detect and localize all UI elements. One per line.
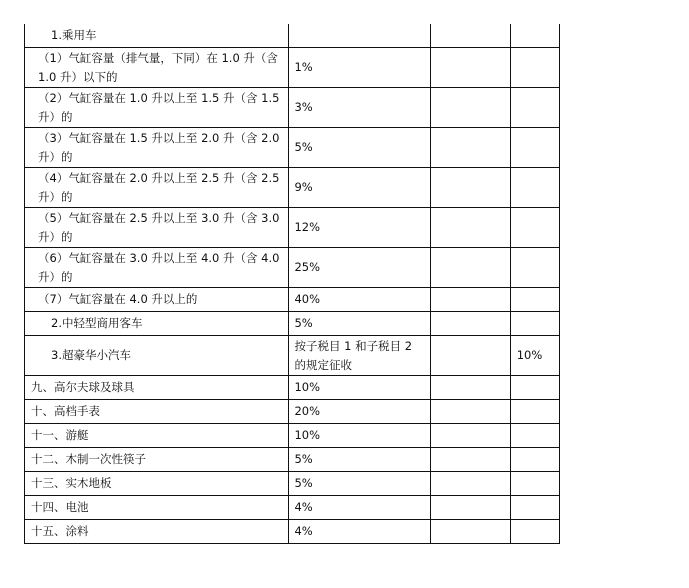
item-cell: 十五、涂料 bbox=[25, 520, 289, 544]
item-cell: （6）气缸容量在 3.0 升以上至 4.0 升（含 4.0 升）的 bbox=[25, 248, 289, 288]
column-4-cell bbox=[510, 288, 559, 312]
rate-cell: 5% bbox=[289, 472, 431, 496]
rate-cell: 3% bbox=[289, 88, 431, 128]
rate-cell: 5% bbox=[289, 312, 431, 336]
table-row bbox=[25, 496, 560, 520]
rate-cell: 25% bbox=[289, 248, 431, 288]
column-3-cell bbox=[431, 376, 510, 400]
rate-cell: 5% bbox=[289, 448, 431, 472]
column-3-cell bbox=[431, 48, 510, 88]
rate-cell: 40% bbox=[289, 288, 431, 312]
item-cell: 十三、实木地板 bbox=[25, 472, 289, 496]
item-cell: 2.中轻型商用客车 bbox=[25, 312, 289, 336]
rate-cell: 5% bbox=[289, 128, 431, 168]
column-4-cell bbox=[510, 520, 559, 544]
column-3-cell bbox=[431, 88, 510, 128]
table-row bbox=[25, 48, 560, 88]
table-row bbox=[25, 288, 560, 312]
table-row bbox=[25, 448, 560, 472]
rate-cell bbox=[289, 24, 431, 48]
column-3-cell bbox=[431, 472, 510, 496]
column-4-cell bbox=[510, 376, 559, 400]
rate-cell: 1% bbox=[289, 48, 431, 88]
item-cell: 十一、游艇 bbox=[25, 424, 289, 448]
table-row bbox=[25, 336, 560, 376]
column-3-cell bbox=[431, 248, 510, 288]
column-4-cell: 10% bbox=[510, 336, 559, 376]
table-row bbox=[25, 128, 560, 168]
column-4-cell bbox=[510, 128, 559, 168]
item-cell: （3）气缸容量在 1.5 升以上至 2.0 升（含 2.0 升）的 bbox=[25, 128, 289, 168]
rate-cell: 4% bbox=[289, 520, 431, 544]
column-4-cell bbox=[510, 400, 559, 424]
table-row bbox=[25, 168, 560, 208]
column-3-cell bbox=[431, 208, 510, 248]
tax-rate-table-body bbox=[25, 24, 560, 544]
column-3-cell bbox=[431, 520, 510, 544]
item-cell: 九、高尔夫球及球具 bbox=[25, 376, 289, 400]
column-3-cell bbox=[431, 336, 510, 376]
column-3-cell bbox=[431, 496, 510, 520]
column-4-cell bbox=[510, 208, 559, 248]
column-4-cell bbox=[510, 312, 559, 336]
rate-cell: 20% bbox=[289, 400, 431, 424]
item-cell: 1.乘用车 bbox=[25, 24, 289, 48]
item-cell: （2）气缸容量在 1.0 升以上至 1.5 升（含 1.5 升）的 bbox=[25, 88, 289, 128]
rate-cell: 4% bbox=[289, 496, 431, 520]
column-4-cell bbox=[510, 88, 559, 128]
item-cell: 3.超豪华小汽车 bbox=[25, 336, 289, 376]
tax-rate-table bbox=[24, 24, 560, 544]
column-3-cell bbox=[431, 128, 510, 168]
table-row bbox=[25, 88, 560, 128]
item-cell: 十、高档手表 bbox=[25, 400, 289, 424]
column-4-cell bbox=[510, 168, 559, 208]
column-4-cell bbox=[510, 472, 559, 496]
column-3-cell bbox=[431, 424, 510, 448]
item-cell: 十二、木制一次性筷子 bbox=[25, 448, 289, 472]
item-cell: （7）气缸容量在 4.0 升以上的 bbox=[25, 288, 289, 312]
table-row bbox=[25, 208, 560, 248]
table-row bbox=[25, 376, 560, 400]
column-4-cell bbox=[510, 424, 559, 448]
table-row bbox=[25, 312, 560, 336]
column-4-cell bbox=[510, 48, 559, 88]
column-4-cell bbox=[510, 248, 559, 288]
item-cell: （4）气缸容量在 2.0 升以上至 2.5 升（含 2.5 升）的 bbox=[25, 168, 289, 208]
column-3-cell bbox=[431, 400, 510, 424]
column-3-cell bbox=[431, 288, 510, 312]
table-row bbox=[25, 24, 560, 48]
column-3-cell bbox=[431, 448, 510, 472]
rate-cell: 12% bbox=[289, 208, 431, 248]
item-cell: （1）气缸容量（排气量，下同）在 1.0 升（含 1.0 升）以下的 bbox=[25, 48, 289, 88]
item-cell: （5）气缸容量在 2.5 升以上至 3.0 升（含 3.0 升）的 bbox=[25, 208, 289, 248]
column-4-cell bbox=[510, 448, 559, 472]
table-row bbox=[25, 400, 560, 424]
rate-cell: 10% bbox=[289, 376, 431, 400]
column-3-cell bbox=[431, 168, 510, 208]
table-row bbox=[25, 520, 560, 544]
table-row bbox=[25, 424, 560, 448]
item-cell: 十四、电池 bbox=[25, 496, 289, 520]
column-4-cell bbox=[510, 24, 559, 48]
table-row bbox=[25, 472, 560, 496]
rate-cell: 9% bbox=[289, 168, 431, 208]
rate-cell: 10% bbox=[289, 424, 431, 448]
table-row bbox=[25, 248, 560, 288]
column-3-cell bbox=[431, 312, 510, 336]
column-4-cell bbox=[510, 496, 559, 520]
rate-cell: 按子税目 1 和子税目 2 的规定征收 bbox=[289, 336, 431, 376]
column-3-cell bbox=[431, 24, 510, 48]
